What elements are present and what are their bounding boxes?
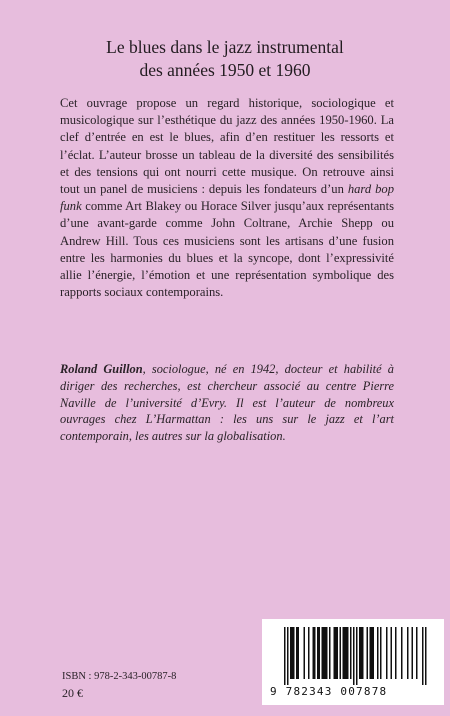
barcode-bar — [401, 627, 403, 679]
bio-paragraph — [60, 361, 394, 445]
barcode-bar — [292, 627, 294, 679]
barcode-bar — [343, 627, 345, 679]
barcode-bar — [340, 627, 342, 679]
barcode-bar — [395, 627, 397, 679]
barcode-bar — [293, 627, 295, 679]
barcode-bar — [322, 627, 324, 679]
barcode-bar — [296, 627, 298, 679]
author-name: Roland Guillon — [60, 362, 143, 376]
summary-emphasis: hard bop funk — [60, 182, 394, 214]
barcode-bar — [425, 627, 427, 685]
barcode-bar — [356, 627, 358, 685]
barcode-bar — [346, 627, 348, 679]
barcode-bar — [353, 627, 355, 685]
barcode-bar — [362, 627, 364, 679]
book-summary — [60, 95, 394, 301]
summary-paragraph — [60, 95, 394, 301]
barcode-bar — [407, 627, 409, 679]
title-line-1: Le blues dans le jazz instrumental — [106, 37, 344, 57]
barcode-bar — [373, 627, 375, 679]
barcode-bar — [422, 627, 424, 685]
barcode-bar — [304, 627, 306, 679]
barcode-bar — [386, 627, 388, 679]
barcode-icon — [272, 627, 434, 685]
barcode-bar — [367, 627, 369, 679]
barcode-bar — [359, 627, 361, 679]
barcode-bar — [380, 627, 382, 679]
barcode-bar — [347, 627, 349, 679]
barcode-bar — [337, 627, 339, 679]
barcode-bar — [329, 627, 331, 679]
barcode-bar — [308, 627, 310, 679]
barcode-bar — [290, 627, 292, 679]
barcode-bar — [391, 627, 393, 679]
summary-text-1: Cet ouvrage propose un regard historique, sociologique et musicologique sur l’esthétique du jazz des années 1950-1960. La clef d’entrée en est le blues, afin d’en restituer les ressorts et l’éclat. L’auteur brosse un tableau de la diversité des sensibilités et des tensions qui ont nourri cette musique. On retrouve ainsi tout un panel de musiciens : depuis les fondateurs d’un — [60, 96, 394, 197]
barcode-bar — [314, 627, 316, 679]
barcode-bar — [323, 627, 325, 679]
author-bio — [60, 361, 394, 445]
barcode-bar — [287, 627, 289, 685]
summary-text-2: comme Art Blakey ou Horace Silver jusqu’aux représentants d’une avant-garde comme John Coltrane, Archie Shepp ou Andrew Hill. Tous ces musiciens sont les artisans d’une fusion entre les harmonies du blues et la syncope, dont l’expressivité allie l’énergie, l’émotion et une représentation symbolique des rapports sociaux contemporains. — [60, 199, 394, 300]
barcode-bar — [335, 627, 337, 679]
barcode-bar — [319, 627, 321, 679]
bio-text: , sociologue, né en 1942, docteur et habilité à diriger des recherches, est chercheur associé au centre Pierre Naville de l’université d’Evry. Il est l’auteur de nombreux ouvrages chez L’Harmattan : les uns sur le jazz et l’art contemporain, les autres sur la globalisation. — [60, 362, 394, 444]
isbn-label: ISBN : 978-2-343-00787-8 — [62, 671, 177, 682]
barcode-bar — [284, 627, 286, 685]
title-line-2: des années 1950 et 1960 — [139, 60, 311, 80]
barcode-bar — [370, 627, 372, 679]
barcode-bar — [326, 627, 328, 679]
barcode-bar — [412, 627, 414, 679]
barcode-bar — [350, 627, 352, 679]
barcode-bar — [317, 627, 319, 679]
price-label: 20 € — [62, 686, 83, 700]
barcode-bar — [325, 627, 327, 679]
barcode-bar — [371, 627, 373, 679]
barcode-bar — [298, 627, 300, 679]
barcode-bar — [361, 627, 363, 679]
barcode-box — [262, 619, 444, 705]
barcode-bar — [377, 627, 379, 679]
barcode-bar — [416, 627, 418, 679]
barcode-bar — [344, 627, 346, 679]
barcode-digits: 9 782343 007878 — [270, 685, 388, 698]
book-title — [20, 36, 430, 82]
barcode-bar — [334, 627, 336, 679]
barcode-bar — [313, 627, 315, 679]
